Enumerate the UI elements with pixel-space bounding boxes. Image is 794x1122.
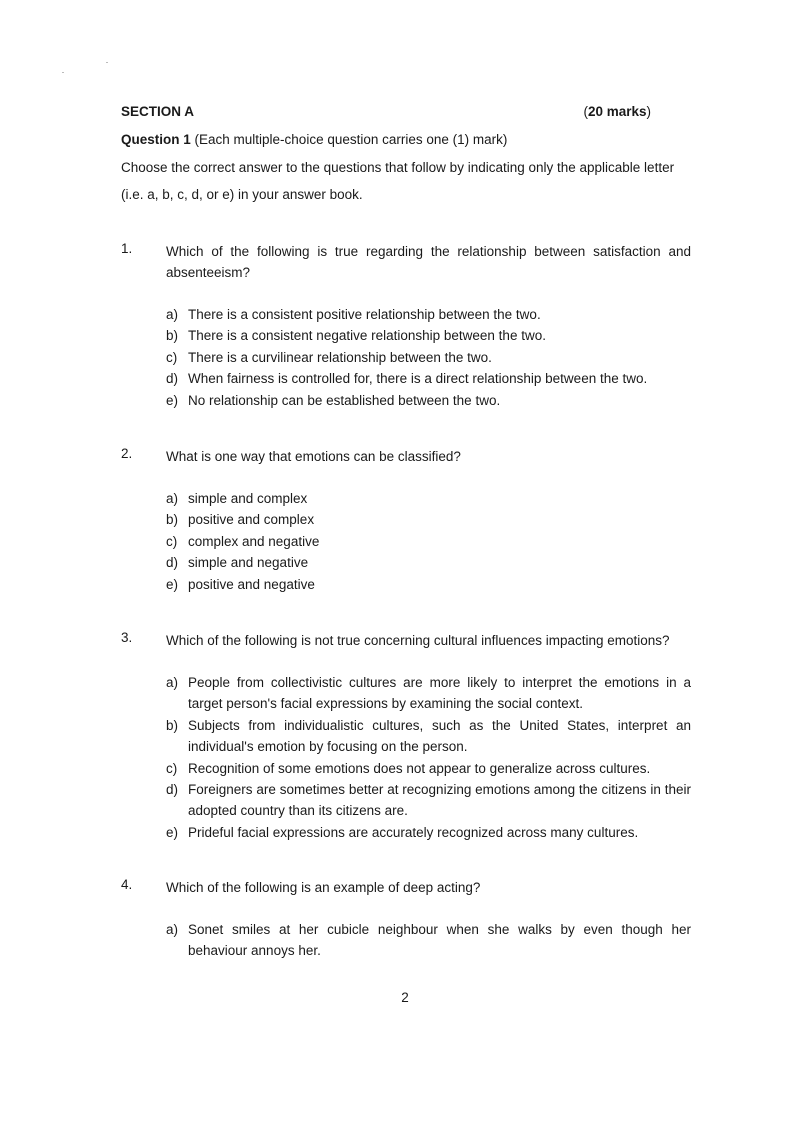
option-letter: a)	[166, 675, 179, 690]
option-letter: b)	[166, 717, 179, 733]
option-letter: c)	[166, 760, 178, 776]
option-item	[166, 368, 691, 389]
question-text: Which of the following is true regarding the relationship between satisfaction and absenteeism?	[166, 244, 691, 280]
option-item	[166, 304, 691, 325]
option-item	[166, 509, 691, 530]
option-letter: e)	[166, 824, 179, 840]
option-text: Prideful facial expressions are accurately recognized across many cultures.	[188, 824, 639, 840]
option-item	[166, 390, 691, 411]
question-number: 4.	[121, 877, 133, 892]
option-text: complex and negative	[188, 533, 320, 549]
question-1-label: Question 1	[121, 132, 191, 147]
option-text: People from collectivistic cultures are more likely to interpret the emotions in a target person's facial expressions by examining the social context.	[188, 675, 691, 712]
question-text: What is one way that emotions can be classified?	[166, 449, 461, 464]
scan-speck	[106, 62, 108, 63]
question-number: 1.	[121, 241, 133, 256]
option-text: positive and negative	[188, 576, 315, 592]
option-letter: b)	[166, 328, 179, 344]
option-item	[166, 919, 691, 962]
section-marks-value: 20 marks	[587, 104, 647, 119]
option-letter: a)	[166, 922, 179, 937]
option-letter: e)	[166, 392, 179, 408]
option-text: Subjects from individualistic cultures, such as the United States, interpret an individual's emotion by focusing on the person.	[188, 717, 691, 755]
option-text: Foreigners are sometimes better at recognizing emotions among the citizens in their adopted country than its citizens are.	[188, 782, 691, 819]
options-list	[166, 304, 691, 411]
option-text: When fairness is controlled for, there is a direct relationship between the two.	[188, 371, 648, 387]
option-letter: b)	[166, 512, 179, 528]
section-title: SECTION A	[121, 104, 195, 119]
option-text: Recognition of some emotions does not appear to generalize across cultures.	[188, 760, 651, 776]
section-marks: (20 marks)	[583, 104, 651, 119]
option-item	[166, 574, 691, 595]
option-letter: c)	[166, 533, 178, 549]
page-number: 2	[401, 990, 409, 1005]
option-item	[166, 715, 691, 758]
question-1-note: (Each multiple-choice question carries one (1) mark)	[190, 132, 508, 147]
options-list	[166, 672, 691, 843]
option-text: There is a consistent negative relationship between the two.	[188, 328, 546, 344]
option-text: simple and complex	[188, 491, 308, 506]
option-item	[166, 672, 691, 715]
option-text: simple and negative	[188, 555, 309, 571]
options-list	[166, 919, 691, 962]
option-letter: a)	[166, 491, 179, 506]
option-letter: d)	[166, 371, 179, 387]
option-item	[166, 552, 691, 573]
options-list	[166, 488, 691, 595]
question-text: Which of the following is not true concerning cultural influences impacting emotions?	[166, 633, 670, 648]
instruction-line-1: Choose the correct answer to the questions that follow by indicating only the applicable letter	[121, 160, 675, 175]
option-item	[166, 347, 691, 368]
option-item	[166, 488, 691, 509]
section-header	[121, 104, 651, 119]
option-item	[166, 822, 691, 843]
option-letter: e)	[166, 576, 179, 592]
scan-speck	[62, 72, 64, 73]
question-text: Which of the following is an example of deep acting?	[166, 880, 481, 895]
option-item	[166, 531, 691, 552]
option-text: There is a consistent positive relationship between the two.	[188, 307, 541, 322]
option-text: No relationship can be established between the two.	[188, 392, 501, 408]
option-letter: c)	[166, 349, 178, 365]
instruction-line-2: (i.e. a, b, c, d, or e) in your answer book.	[121, 187, 363, 202]
question-number: 2.	[121, 446, 133, 461]
option-item	[166, 779, 691, 822]
question-1-heading	[121, 131, 691, 149]
option-item	[166, 758, 691, 779]
option-text: Sonet smiles at her cubicle neighbour when she walks by even though her behaviour annoys her.	[188, 922, 691, 959]
option-letter: d)	[166, 555, 179, 571]
option-text: There is a curvilinear relationship between the two.	[188, 349, 492, 365]
option-letter: a)	[166, 307, 179, 322]
option-item	[166, 325, 691, 346]
question-number: 3.	[121, 630, 133, 645]
option-text: positive and complex	[188, 512, 315, 528]
option-letter: d)	[166, 782, 179, 798]
